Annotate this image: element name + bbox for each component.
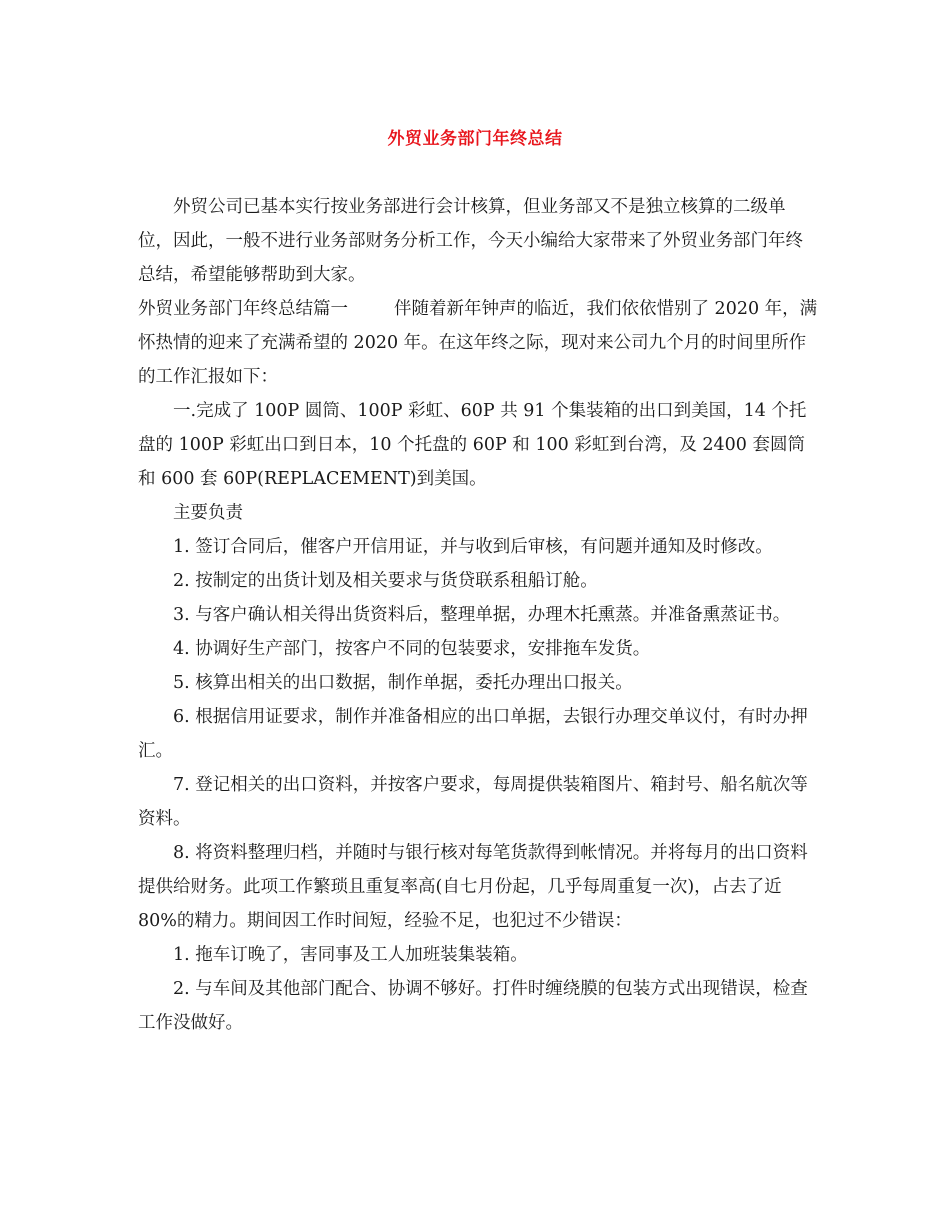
duty-item: 2. 按制定的出货计划及相关要求与货贷联系租船订舱。 — [173, 571, 598, 591]
duty-item: 5. 核算出相关的出口数据，制作单据，委托办理出口报关。 — [173, 673, 633, 693]
mistake-item: 1. 拖车订晚了，害同事及工人加班装集装箱。 — [173, 945, 528, 965]
document-body — [138, 190, 818, 1040]
intro-paragraph: 外贸公司已基本实行按业务部进行会计核算，但业务部又不是独立核算的二级单位，因此，一般不进行业务部财务分析工作，今天小编给大家带来了外贸业务部门年终总结，希望能够帮助到大家。 — [138, 197, 803, 285]
duty-item: 3. 与客户确认相关得出货资料后，整理单据，办理木托熏蒸。并准备熏蒸证书。 — [173, 605, 791, 625]
duty-item: 7. 登记相关的出口资料，并按客户要求，每周提供装箱图片、箱封号、船名航次等资料。 — [138, 775, 808, 829]
duty-item: 6. 根据信用证要求，制作并准备相应的出口单据，去银行办理交单议付，有时办押汇。 — [138, 707, 808, 761]
document-title: 外贸业务部门年终总结 — [387, 129, 563, 149]
section-text: 伴随着新年钟声的临近，我们依依惜别了 2020 年，满怀热情的迎来了充满希望的 2020 年。在这年终之际，现对来公司九个月的时间里所作的工作汇报如下： — [138, 299, 818, 387]
section-heading: 外贸业务部门年终总结篇一 — [138, 299, 348, 319]
duty-item: 4. 协调好生产部门，按客户不同的包装要求，安排拖车发货。 — [173, 639, 651, 659]
achievement-paragraph: 一.完成了 100P 圆筒、100P 彩虹、60P 共 91 个集装箱的出口到美国，14 个托盘的 100P 彩虹出口到日本，10 个托盘的 60P 和 100 彩虹到台湾，及 2400 套圆筒和 600 套 60P(REPLACEMENT)到美国。 — [138, 401, 807, 489]
duties-heading: 主要负责 — [173, 503, 243, 523]
duty-item: 8. 将资料整理归档，并随时与银行核对每笔货款得到帐情况。并将每月的出口资料提供给财务。此项工作繁琐且重复率高(自七月份起，几乎每周重复一次)，占去了近 80%的精力。期间因工作时间短，经验不足，也犯过不少错误： — [138, 843, 808, 931]
duty-item: 1. 签订合同后，催客户开信用证，并与收到后审核，有问题并通知及时修改。 — [173, 537, 773, 557]
mistake-item: 2. 与车间及其他部门配合、协调不够好。打件时缠绕膜的包装方式出现错误，检查工作没做好。 — [138, 979, 808, 1033]
section-paragraph — [138, 292, 818, 394]
